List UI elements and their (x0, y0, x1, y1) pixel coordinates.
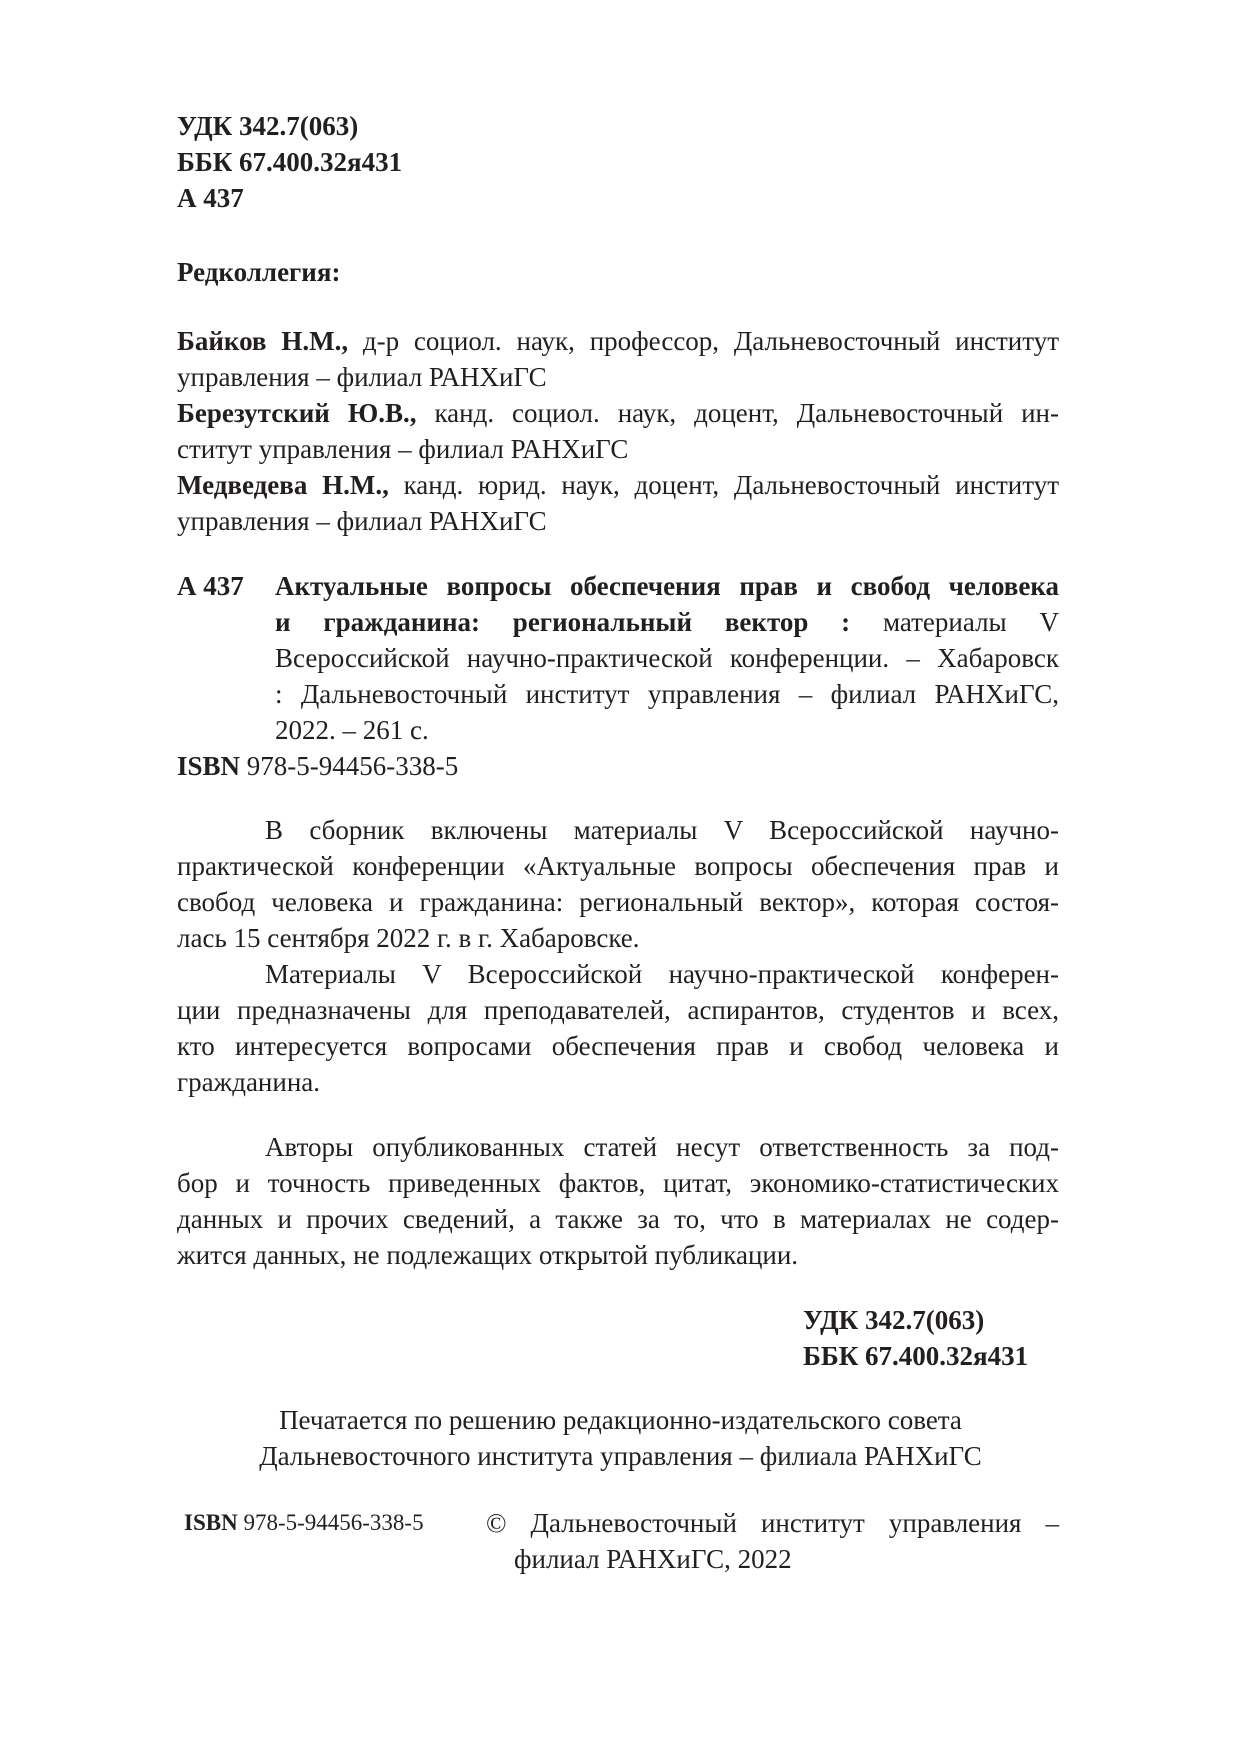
imprint-line2: Дальневосточного института управления – филиала РАНХиГС (259, 1441, 982, 1471)
isbn-value: 978-5-94456-338-5 (237, 1510, 424, 1535)
footer-bbk: ББК 67.400.32я431 (803, 1341, 1029, 1371)
member-name: Березутский Ю.В., (177, 398, 417, 428)
bbk-code: ББК 67.400.32я431 (177, 147, 403, 177)
bib-mark: А 437 (177, 571, 244, 601)
board-member-3 (177, 467, 1059, 503)
isbn-label: ISBN (177, 751, 241, 781)
member-affiliation: ститут управления – филиал РАНХиГС (177, 434, 629, 464)
abstract-p3-line4: жится данных, не подлежащих открытой публикации. (177, 1240, 799, 1270)
bib-line4: : Дальневосточный институт управления – филиал РАНХиГС, (275, 679, 1059, 709)
imprint-line1: Печатается по решению редакционно-издательского совета (279, 1405, 962, 1435)
udk-code: УДК 342.7(063) (177, 111, 359, 141)
abstract-p1-line2: практической конференции «Актуальные вопросы обеспечения прав и (177, 851, 1059, 881)
isbn-label: ISBN (184, 1510, 238, 1535)
member-name: Медведева Н.М., (177, 470, 389, 500)
member-affiliation: управления – филиал РАНХиГС (177, 506, 547, 536)
board-heading: Редколлегия: (177, 257, 341, 287)
abstract-p2-line4: гражданина. (177, 1067, 321, 1097)
abstract-p3-line1: Авторы опубликованных статей несут ответственность за под- (265, 1132, 1059, 1162)
bib-isbn (177, 748, 458, 784)
abstract-p2-line1: Материалы V Всероссийской научно-практической конферен- (265, 959, 1059, 989)
member-title: д-р социол. наук, профессор, Дальневосточный институт (348, 326, 1059, 356)
board-member-2 (177, 395, 1059, 431)
abstract-p3-line2: бор и точность приведенных фактов, цитат, экономико-статистических (177, 1168, 1059, 1198)
abstract-p2-line3: кто интересуется вопросами обеспечения прав и свобод человека и (177, 1031, 1059, 1061)
author-mark: А 437 (177, 183, 244, 213)
board-member-1 (177, 323, 1059, 359)
footer-udk: УДК 342.7(063) (803, 1305, 985, 1335)
member-title: канд. социол. наук, доцент, Дальневосточный ин- (416, 398, 1059, 428)
bottom-isbn (184, 1505, 424, 1541)
abstract-p3-line3: данных и прочих сведений, а также за то, что в материалах не содер- (177, 1204, 1059, 1234)
bib-title-rest: материалы V (850, 607, 1059, 637)
abstract-p1-line1: В сборник включены материалы V Всероссийской научно- (265, 815, 1059, 845)
abstract-p1-line4: лась 15 сентября 2022 г. в г. Хабаровске. (177, 923, 640, 953)
copyright-line1: © Дальневосточный институт управления – (486, 1508, 1059, 1538)
bib-title-line2 (275, 604, 1059, 640)
member-name: Байков Н.М., (177, 326, 349, 356)
isbn-value: 978-5-94456-338-5 (240, 751, 459, 781)
copyright-line2: филиал РАНХиГС, 2022 (514, 1544, 792, 1574)
bib-title-bold: и гражданина: региональный вектор : (275, 607, 851, 637)
bib-title-line1: Актуальные вопросы обеспечения прав и свобод человека (275, 571, 1059, 601)
member-affiliation: управления – филиал РАНХиГС (177, 362, 547, 392)
member-title: канд. юрид. наук, доцент, Дальневосточный институт (388, 470, 1059, 500)
abstract-p1-line3: свобод человека и гражданина: региональный вектор», которая состоя- (177, 887, 1059, 917)
bib-line3: Всероссийской научно-практической конференции. – Хабаровск (275, 643, 1059, 673)
bib-line5: 2022. – 261 с. (275, 715, 429, 745)
abstract-p2-line2: ции предназначены для преподавателей, аспирантов, студентов и всех, (177, 995, 1059, 1025)
